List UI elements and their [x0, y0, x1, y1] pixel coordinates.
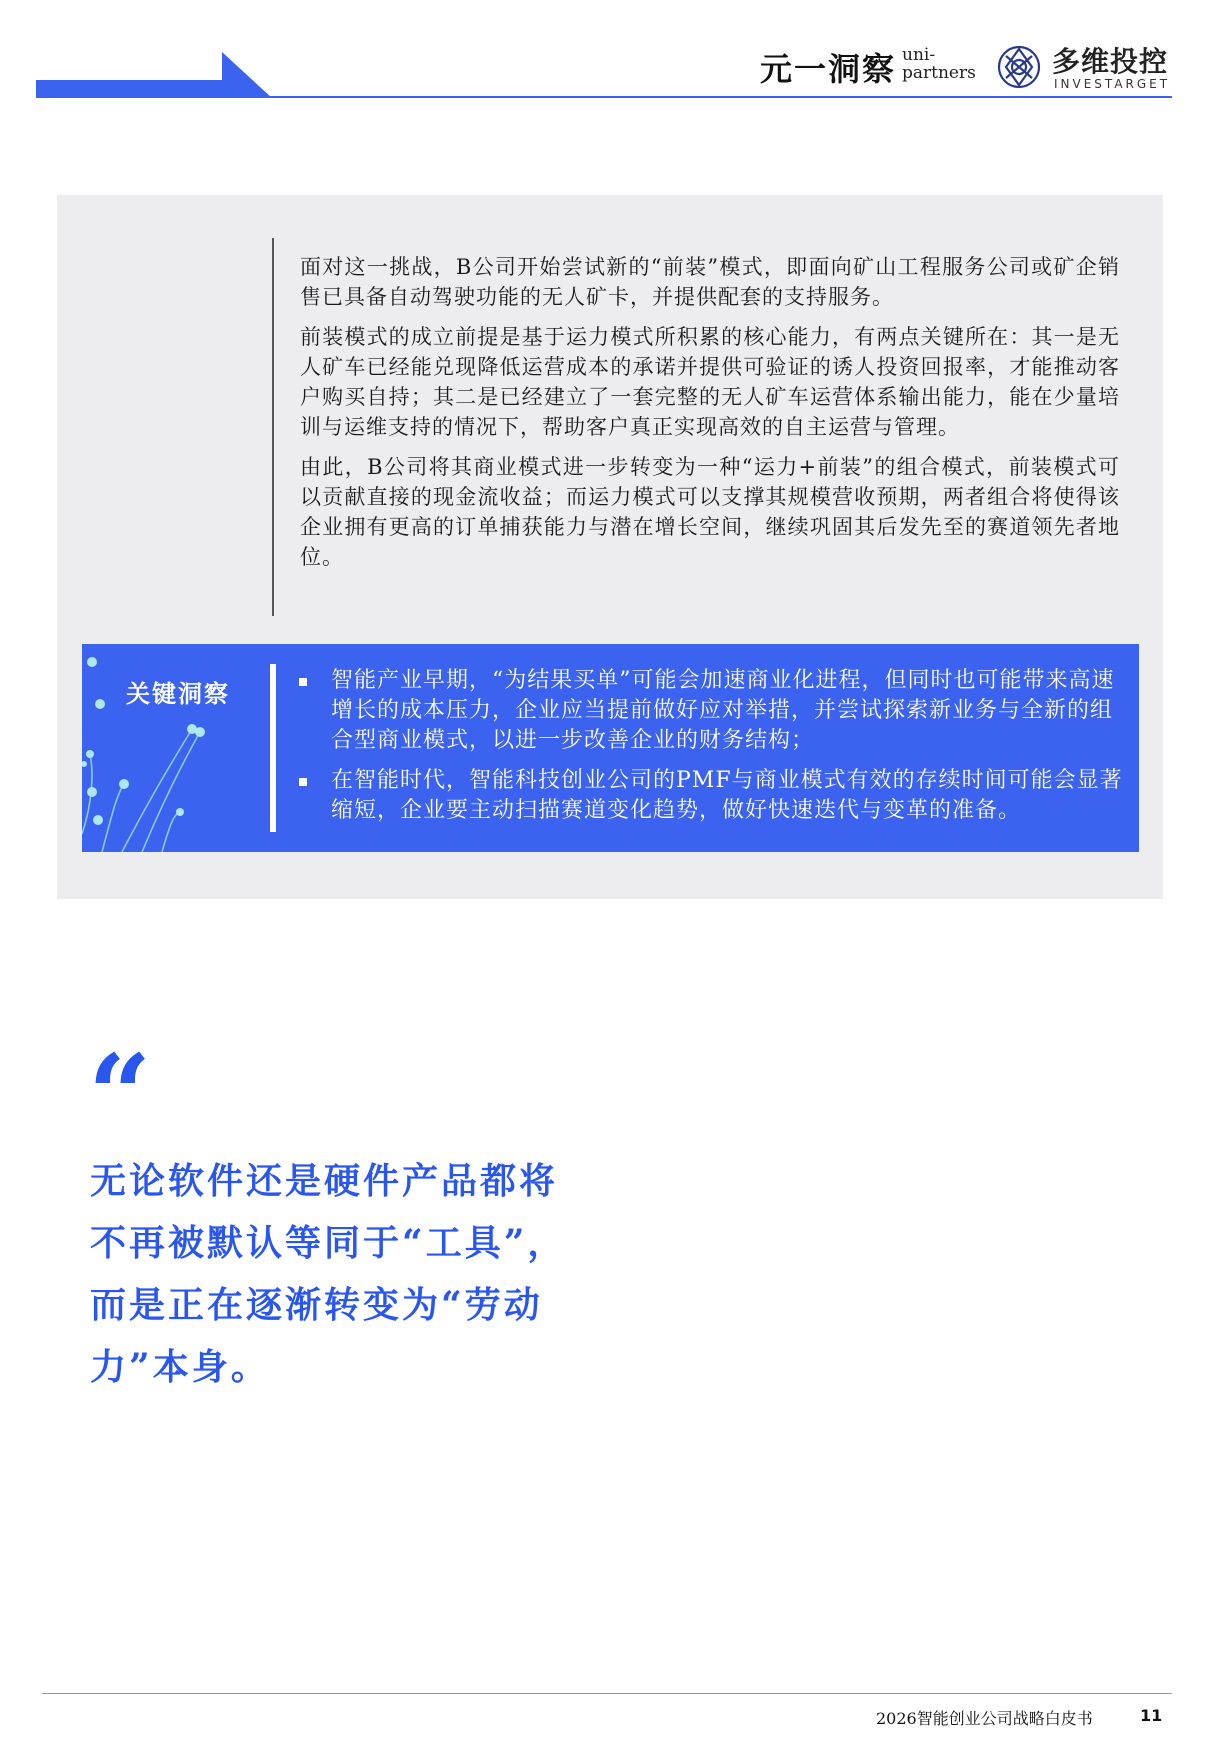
page-number: 11 — [1140, 1706, 1163, 1725]
open-quote-mark-icon: “ — [88, 1030, 152, 1159]
pull-quote — [90, 1150, 650, 1398]
paragraph-1: 面对这一挑战，B公司开始尝试新的“前装”模式，即面向矿山工程服务公司或矿企销售已具备自动驾驶功能的无人矿卡，并提供配套的支持服务。 — [300, 255, 1120, 309]
panel-left-rule — [272, 238, 274, 616]
brand-duowei-name: 多维投控 — [1052, 45, 1169, 78]
insight-item-text: 智能产业早期，“为结果买单”可能会加速商业化进程，但同时也可能带来高速增长的成本压力，企业应当提前做好应对举措，并尝试探索新业务与全新的组合型商业模式，以进一步改善企业的财务结构； — [331, 668, 1115, 753]
key-insight-box — [82, 644, 1139, 852]
square-bullet-icon — [299, 678, 307, 686]
insight-item-text: 在智能时代，智能科技创业公司的PMF与商业模式有效的存续时间可能会显著缩短，企业要主动扫描赛道变化趋势，做好快速迭代与变革的准备。 — [331, 768, 1123, 823]
header-divider — [36, 96, 1172, 98]
quote-line-1: 无论软件还是硬件产品都将 — [90, 1160, 559, 1202]
insight-list — [297, 666, 1127, 836]
insight-item-2 — [297, 766, 1127, 826]
insight-item-1 — [297, 666, 1127, 756]
brand-uni-partners — [902, 46, 976, 82]
brand-partners-text: partners — [902, 63, 976, 83]
quote-line-4: 力”本身。 — [90, 1346, 270, 1388]
brand-uni-text: uni- — [902, 45, 936, 65]
paragraph-2: 前装模式的成立前提是基于运力模式所积累的核心能力，有两点关键所在：其一是无人矿车已经能兑现降低运营成本的承诺并提供可验证的诱人投资回报率，才能推动客户购买自持；其二是已经建立了一套完整的无人矿车运营体系输出能力，能在少量培训与运维支持的情况下，帮助客户真正实现高效的自主运营与管理。 — [300, 325, 1120, 439]
panel-body-text — [300, 252, 1120, 582]
quote-line-3: 而是正在逐渐转变为“劳动 — [90, 1284, 543, 1326]
paragraph-3: 由此，B公司将其商业模式进一步转变为一种“运力+前装”的组合模式，前装模式可以贡献直接的现金流收益；而运力模式可以支撑其规模营收预期，两者组合将使得该企业拥有更高的订单捕获能力与潜在增长空间，继续巩固其后发先至的赛道领先者地位。 — [300, 455, 1120, 569]
footer-divider — [42, 1693, 1172, 1694]
investarget-logo-icon — [996, 44, 1042, 90]
brand-yuanyi-logo: 元一洞察 — [760, 50, 897, 88]
quote-line-2: 不再被默认等同于“工具”， — [90, 1222, 567, 1264]
square-bullet-icon — [299, 778, 307, 786]
insight-divider — [270, 664, 276, 832]
brand-investarget-name: INVESTARGET — [1054, 77, 1171, 91]
key-insight-title: 关键洞察 — [126, 679, 230, 708]
footer-doc-title: 2026智能创业公司战略白皮书 — [876, 1709, 1093, 1728]
